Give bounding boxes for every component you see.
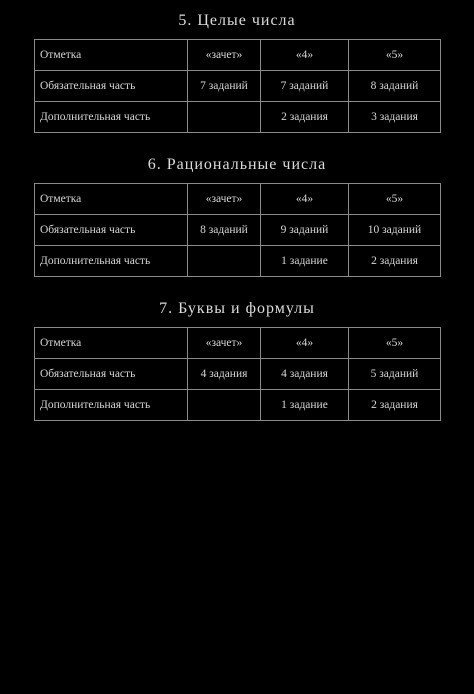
- header-cell-pass: «зачет»: [188, 184, 261, 215]
- row-label-additional: Дополнительная часть: [35, 102, 188, 133]
- row-label-mandatory: Обязательная часть: [35, 215, 188, 246]
- header-cell-pass: «зачет»: [188, 40, 261, 71]
- table-cell: [188, 246, 261, 277]
- table-row: [35, 359, 441, 390]
- table-row: [35, 71, 441, 102]
- table-cell: 10 заданий: [349, 215, 441, 246]
- header-cell-grade: Отметка: [35, 184, 188, 215]
- table-cell: 4 задания: [188, 359, 261, 390]
- grading-table-integers: [34, 39, 441, 133]
- grading-table-letters-formulas: [34, 327, 441, 421]
- table-cell: 7 заданий: [261, 71, 349, 102]
- table-cell: 5 заданий: [349, 359, 441, 390]
- header-cell-five: «5»: [349, 40, 441, 71]
- section-title-integers: 5. Целые числа: [178, 12, 296, 29]
- table-row: [35, 390, 441, 421]
- grading-table-rational: [34, 183, 441, 277]
- table-cell: 2 задания: [349, 390, 441, 421]
- table-header-row: [35, 184, 441, 215]
- table-header-row: [35, 328, 441, 359]
- header-cell-grade: Отметка: [35, 328, 188, 359]
- table-cell: 4 задания: [261, 359, 349, 390]
- table-cell: 2 задания: [349, 246, 441, 277]
- table-cell: 1 задание: [261, 390, 349, 421]
- table-row: [35, 215, 441, 246]
- header-cell-five: «5»: [349, 328, 441, 359]
- header-cell-four: «4»: [261, 40, 349, 71]
- header-cell-four: «4»: [261, 184, 349, 215]
- table-cell: [188, 102, 261, 133]
- row-label-additional: Дополнительная часть: [35, 390, 188, 421]
- table-cell: 2 задания: [261, 102, 349, 133]
- table-cell: 8 заданий: [349, 71, 441, 102]
- header-cell-pass: «зачет»: [188, 328, 261, 359]
- table-cell: [188, 390, 261, 421]
- row-label-mandatory: Обязательная часть: [35, 71, 188, 102]
- table-cell: 7 заданий: [188, 71, 261, 102]
- header-cell-grade: Отметка: [35, 40, 188, 71]
- table-cell: 3 задания: [349, 102, 441, 133]
- row-label-mandatory: Обязательная часть: [35, 359, 188, 390]
- table-header-row: [35, 40, 441, 71]
- header-cell-five: «5»: [349, 184, 441, 215]
- table-row: [35, 246, 441, 277]
- section-title-rational: 6. Рациональные числа: [147, 156, 327, 173]
- table-cell: 1 задание: [261, 246, 349, 277]
- row-label-additional: Дополнительная часть: [35, 246, 188, 277]
- table-cell: 8 заданий: [188, 215, 261, 246]
- header-cell-four: «4»: [261, 328, 349, 359]
- section-title-letters-formulas: 7. Буквы и формулы: [159, 300, 315, 317]
- table-row: [35, 102, 441, 133]
- table-cell: 9 заданий: [261, 215, 349, 246]
